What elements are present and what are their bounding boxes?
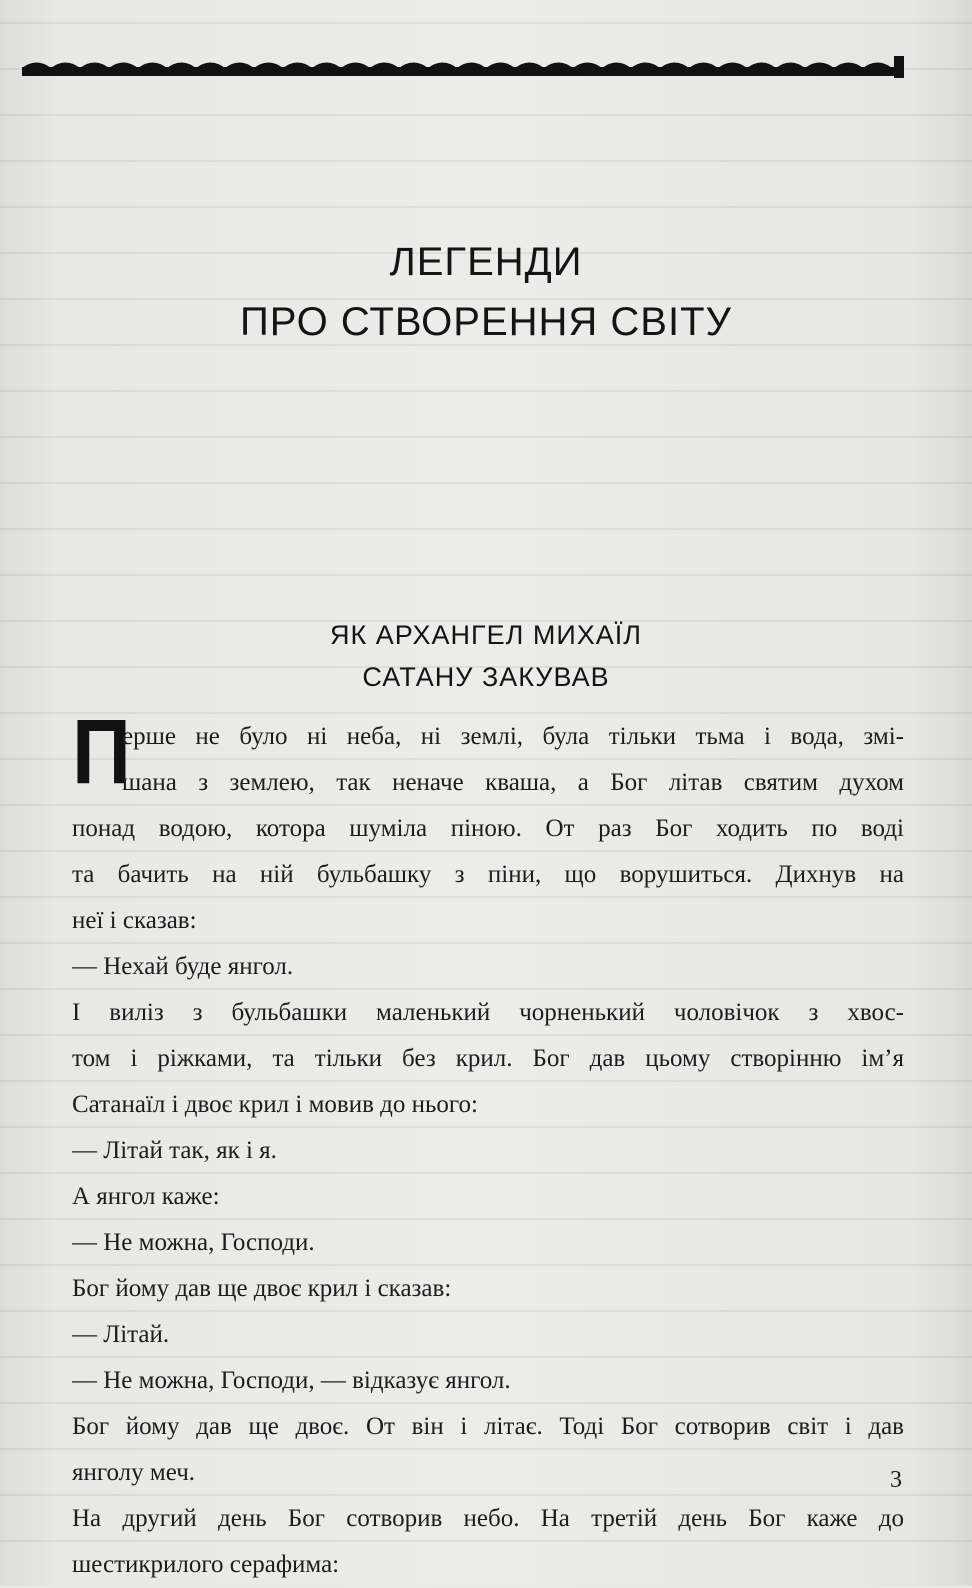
text-line: неї і сказав: (72, 907, 197, 934)
text-line: Сатанаїл і двоє крил і мовив до нього: (72, 1091, 478, 1118)
first-paragraph-lines (122, 714, 904, 806)
text-line: І виліз з бульбашки маленький чорненький чоловічок з хвос- (72, 999, 904, 1026)
text-line: том і ріжками, та тільки без крил. Бог дав цьому створінню ім’я (72, 1045, 904, 1072)
text-line: янголу меч. (72, 1459, 196, 1486)
body-text (72, 806, 904, 1588)
text-line: понад водою, котора шуміла піною. От раз Бог ходить по воді (72, 815, 904, 842)
text-line: шана з землею, так неначе кваша, а Бог літав святим духом (122, 769, 904, 796)
drop-cap: П (72, 701, 131, 804)
text-line: На другий день Бог сотворив небо. На третій день Бог каже до (72, 1505, 904, 1532)
text-line: — Не можна, Господи, — відказує янгол. (72, 1367, 511, 1394)
text-line: А янгол каже: (72, 1183, 220, 1210)
header-ornament (22, 56, 904, 78)
page-number: 3 (890, 1467, 902, 1493)
text-line: — Літай так, як і я. (72, 1137, 277, 1164)
section-title-line-2: САТАНУ ЗАКУВАВ (362, 662, 610, 692)
chapter-title-line-2: ПРО СТВОРЕННЯ СВІТУ (240, 300, 732, 344)
text-line: — Не можна, Господи. (72, 1229, 315, 1256)
chapter-title-line-1: ЛЕГЕНДИ (389, 240, 583, 284)
section-title-line-1: ЯК АРХАНГЕЛ МИХАЇЛ (329, 620, 643, 650)
text-line: та бачить на ній бульбашку з піни, що ворушиться. Дихнув на (72, 861, 904, 888)
text-line: шестикрилого серафима: (72, 1551, 340, 1578)
text-line: Бог йому дав ще двоє. От він і літає. Тоді Бог сотворив світ і дав (72, 1413, 904, 1440)
text-line: — Нехай буде янгол. (72, 953, 294, 980)
text-line: — Літай. (72, 1321, 170, 1348)
text-line: ерше не було ні неба, ні землі, була тільки тьма і вода, змі- (122, 723, 904, 750)
text-line: Бог йому дав ще двоє крил і сказав: (72, 1275, 452, 1302)
